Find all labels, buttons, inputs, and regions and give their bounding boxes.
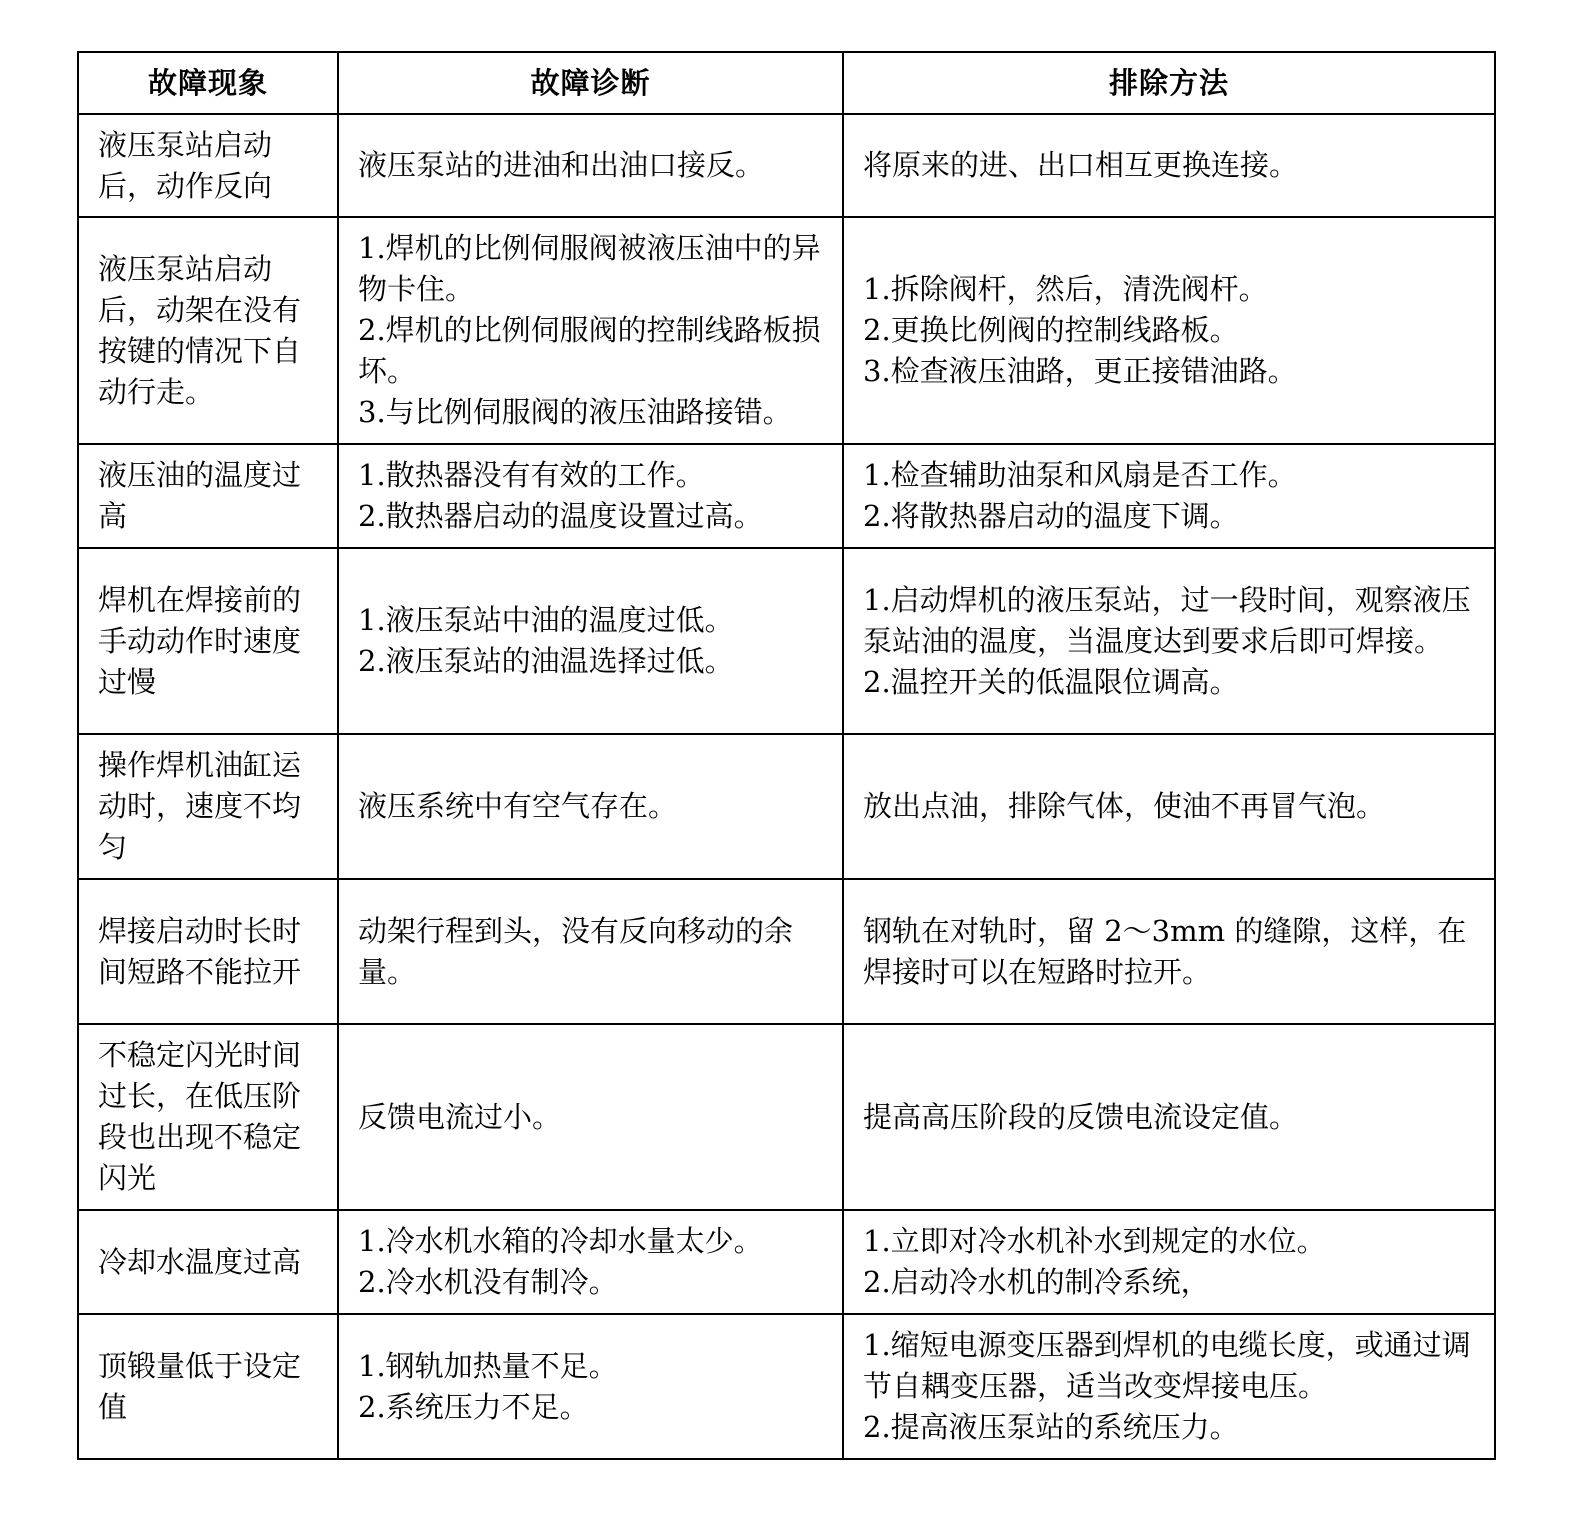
header-row [78, 52, 1495, 114]
remedy-cell [843, 548, 1495, 734]
remedy-line: 钢轨在对轨时，留 2～3mm 的缝隙，这样，在焊接时可以在短路时拉开。 [863, 913, 1467, 989]
symptom-cell: 冷却水温度过高 [78, 1210, 338, 1314]
diagnosis-cell [338, 734, 843, 879]
remedy-cell [843, 879, 1495, 1024]
table-header [78, 52, 1495, 114]
fault-table [77, 51, 1496, 1460]
remedy-line: 2.提高液压泵站的系统压力。 [863, 1410, 1239, 1444]
remedy-cell [843, 1024, 1495, 1210]
remedy-line: 2.启动冷水机的制冷系统， [863, 1265, 1210, 1299]
diagnosis-line: 1.钢轨加热量不足。 [358, 1348, 618, 1383]
remedy-cell [843, 1210, 1495, 1314]
remedy-cell [843, 217, 1495, 444]
remedy-line: 将原来的进、出口相互更换连接。 [863, 148, 1299, 182]
table-body [78, 114, 1495, 1459]
symptom-cell: 焊机在焊接前的手动动作时速度过慢 [78, 548, 338, 734]
diagnosis-line: 1.冷水机水箱的冷却水量太少。 [358, 1224, 763, 1258]
diagnosis-line: 液压泵站的进油和出油口接反。 [358, 148, 765, 182]
diagnosis-line: 2.焊机的比例伺服阀的控制线路板损坏。 [358, 313, 821, 388]
symptom-cell: 焊接启动时长时间短路不能拉开 [78, 879, 338, 1024]
table-row [78, 1210, 1495, 1314]
diagnosis-cell [338, 114, 843, 217]
diagnosis-cell [338, 217, 843, 444]
diagnosis-cell [338, 548, 843, 734]
table-row [78, 879, 1495, 1024]
remedy-line: 提高高压阶段的反馈电流设定值。 [863, 1099, 1299, 1134]
remedy-cell [843, 444, 1495, 548]
diagnosis-cell [338, 879, 843, 1024]
remedy-line: 1.拆除阀杆，然后，清洗阀杆。 [863, 272, 1268, 306]
remedy-line: 2.温控开关的低温限位调高。 [863, 664, 1239, 699]
header-symptom: 故障现象 [78, 52, 338, 114]
remedy-line: 2.更换比例阀的控制线路板。 [863, 313, 1239, 347]
diagnosis-line: 动架行程到头，没有反向移动的余量。 [358, 913, 794, 989]
diagnosis-line: 反馈电流过小。 [358, 1099, 562, 1134]
diagnosis-line: 2.散热器启动的温度设置过高。 [358, 499, 763, 533]
remedy-line: 1.启动焊机的液压泵站，过一段时间，观察液压泵站油的温度，当温度达到要求后即可焊接。 [863, 582, 1471, 658]
diagnosis-cell [338, 1314, 843, 1459]
remedy-cell [843, 1314, 1495, 1459]
table-row [78, 444, 1495, 548]
remedy-cell [843, 114, 1495, 217]
header-diagnosis: 故障诊断 [338, 52, 843, 114]
remedy-line: 放出点油，排除气体，使油不再冒气泡。 [863, 789, 1386, 823]
header-remedy: 排除方法 [843, 52, 1495, 114]
diagnosis-cell [338, 1210, 843, 1314]
diagnosis-line: 2.液压泵站的油温选择过低。 [358, 644, 734, 678]
remedy-line: 3.检查液压油路，更正接错油路。 [863, 354, 1297, 388]
diagnosis-line: 3.与比例伺服阀的液压油路接错。 [358, 395, 792, 429]
diagnosis-line: 2.系统压力不足。 [358, 1389, 589, 1424]
symptom-cell: 液压油的温度过高 [78, 444, 338, 548]
diagnosis-cell [338, 1024, 843, 1210]
remedy-cell [843, 734, 1495, 879]
symptom-cell: 液压泵站启动后，动架在没有按键的情况下自动行走。 [78, 217, 338, 444]
remedy-line: 1.立即对冷水机补水到规定的水位。 [863, 1224, 1326, 1258]
remedy-line: 1.缩短电源变压器到焊机的电缆长度，或通过调节自耦变压器，适当改变焊接电压。 [863, 1328, 1471, 1403]
diagnosis-line: 液压系统中有空气存在。 [358, 789, 678, 823]
symptom-cell: 液压泵站启动后，动作反向 [78, 114, 338, 217]
diagnosis-line: 2.冷水机没有制冷。 [358, 1265, 618, 1299]
table-row [78, 734, 1495, 879]
table-row [78, 548, 1495, 734]
symptom-cell: 操作焊机油缸运动时，速度不均匀 [78, 734, 338, 879]
diagnosis-line: 1.散热器没有有效的工作。 [358, 458, 705, 492]
remedy-line: 2.将散热器启动的温度下调。 [863, 499, 1239, 533]
symptom-cell: 顶锻量低于设定值 [78, 1314, 338, 1459]
table-row [78, 217, 1495, 444]
diagnosis-line: 1.液压泵站中油的温度过低。 [358, 603, 734, 637]
diagnosis-line: 1.焊机的比例伺服阀被液压油中的异物卡住。 [358, 231, 821, 306]
diagnosis-cell [338, 444, 843, 548]
table-row [78, 1314, 1495, 1459]
table-row [78, 114, 1495, 217]
table-row [78, 1024, 1495, 1210]
remedy-line: 1.检查辅助油泵和风扇是否工作。 [863, 458, 1297, 492]
symptom-cell: 不稳定闪光时间过长，在低压阶段也出现不稳定闪光 [78, 1024, 338, 1210]
